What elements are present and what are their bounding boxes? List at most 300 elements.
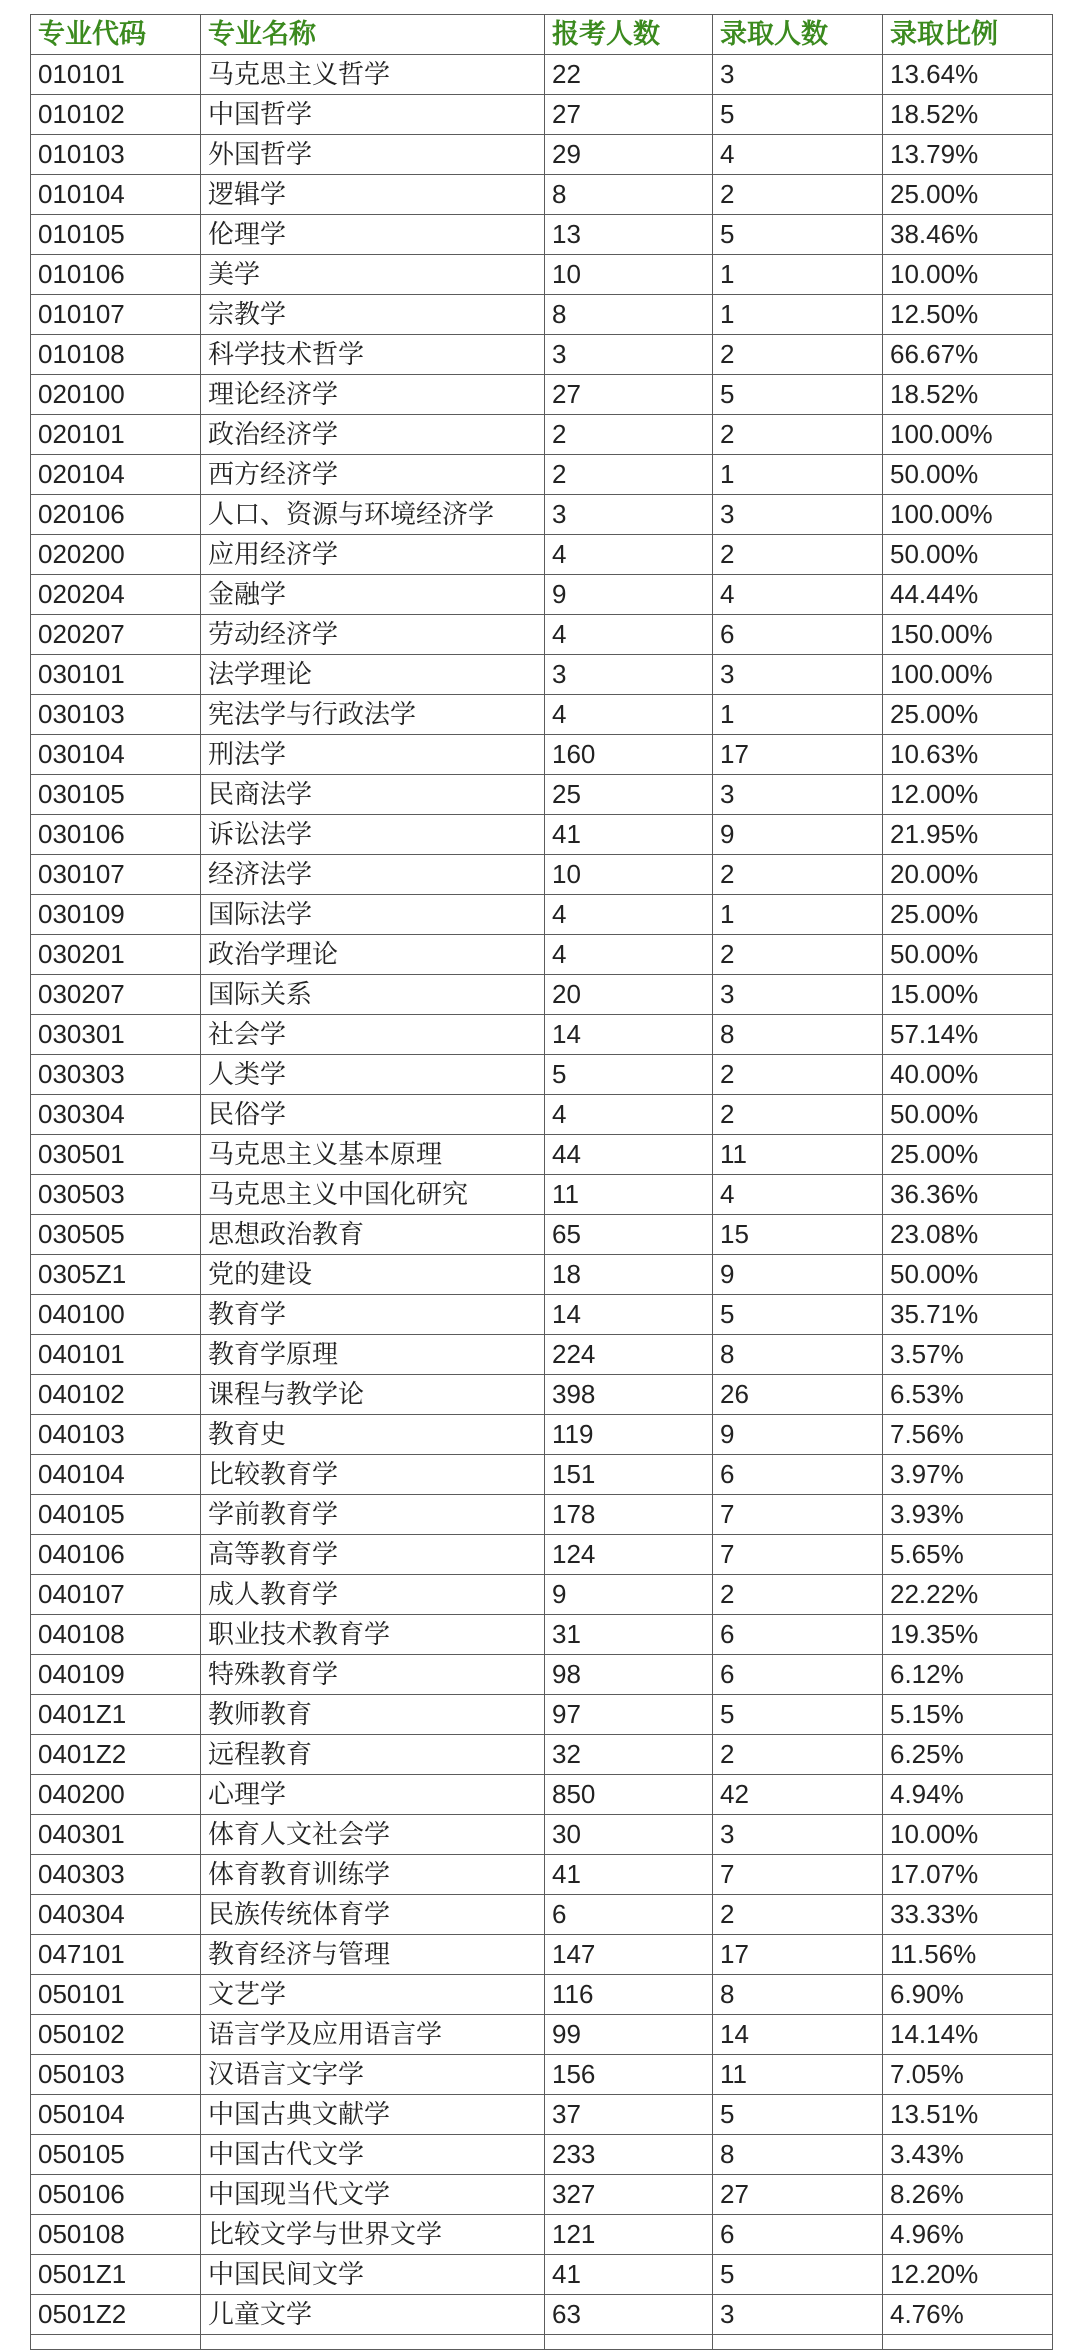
- major-code-cell: 020100: [31, 375, 201, 415]
- ratio-cell: 13.79%: [883, 135, 1053, 175]
- applicants-cell: 327: [545, 2175, 713, 2215]
- ratio-cell: 6.12%: [883, 1655, 1053, 1695]
- major-code-cell: 030107: [31, 855, 201, 895]
- major-name-cell: 国际法学: [201, 895, 545, 935]
- major-code-cell: 020106: [31, 495, 201, 535]
- admitted-cell: 8: [713, 1335, 883, 1375]
- admitted-cell: 3: [713, 55, 883, 95]
- major-code-cell: 040107: [31, 1575, 201, 1615]
- ratio-cell: 25.00%: [883, 895, 1053, 935]
- applicants-cell: 4: [545, 695, 713, 735]
- header-major-code: 专业代码: [31, 15, 201, 55]
- admitted-cell: 3: [713, 655, 883, 695]
- table-row: [31, 695, 1053, 735]
- applicants-cell: 3: [545, 655, 713, 695]
- applicants-cell: 116: [545, 1975, 713, 2015]
- ratio-cell: 25.00%: [883, 175, 1053, 215]
- applicants-cell: 97: [545, 1695, 713, 1735]
- major-code-cell: 010107: [31, 295, 201, 335]
- major-code-cell: 050105: [31, 2135, 201, 2175]
- major-name-cell: 体育教育训练学: [201, 1855, 545, 1895]
- table-row: [31, 1335, 1053, 1375]
- table-row: [31, 295, 1053, 335]
- admitted-cell: 26: [713, 1375, 883, 1415]
- table-row: [31, 935, 1053, 975]
- admitted-cell: 3: [713, 975, 883, 1015]
- ratio-cell: 22.22%: [883, 1575, 1053, 1615]
- major-code-cell: 040101: [31, 1335, 201, 1375]
- applicants-cell: 398: [545, 1375, 713, 1415]
- ratio-cell: 12.00%: [883, 775, 1053, 815]
- admitted-cell: 11: [713, 2055, 883, 2095]
- applicants-cell: 233: [545, 2135, 713, 2175]
- major-name-cell: 科学技术哲学: [201, 335, 545, 375]
- major-name-cell: 人类学: [201, 1055, 545, 1095]
- major-name-cell: 职业技术教育学: [201, 1615, 545, 1655]
- ratio-cell: 44.44%: [883, 575, 1053, 615]
- ratio-cell: 7.05%: [883, 2055, 1053, 2095]
- ratio-cell: 4.96%: [883, 2215, 1053, 2255]
- major-name-cell: 诉讼法学: [201, 815, 545, 855]
- admitted-cell: 5: [713, 1695, 883, 1735]
- major-name-cell: 美学: [201, 255, 545, 295]
- major-name-cell: 教师教育: [201, 1695, 545, 1735]
- table-row: [31, 135, 1053, 175]
- major-name-cell: 课程与教学论: [201, 1375, 545, 1415]
- major-name-cell: 学前教育学: [201, 1495, 545, 1535]
- major-code-cell: 010106: [31, 255, 201, 295]
- major-code-cell: 050101: [31, 1975, 201, 2015]
- major-code-cell: 0501Z2: [31, 2295, 201, 2335]
- admitted-cell: 2: [713, 1055, 883, 1095]
- admitted-cell: 7: [713, 1855, 883, 1895]
- ratio-cell: 25.00%: [883, 1135, 1053, 1175]
- major-name-cell: 理论经济学: [201, 375, 545, 415]
- admitted-cell: 1: [713, 455, 883, 495]
- applicants-cell: 224: [545, 1335, 713, 1375]
- table-row: [31, 735, 1053, 775]
- table-row: [31, 615, 1053, 655]
- table-row: [31, 1935, 1053, 1975]
- empty-cell: [31, 2335, 201, 2350]
- applicants-cell: 63: [545, 2295, 713, 2335]
- table-row: [31, 415, 1053, 455]
- applicants-cell: 4: [545, 615, 713, 655]
- major-name-cell: 法学理论: [201, 655, 545, 695]
- table-row: [31, 2255, 1053, 2295]
- ratio-cell: 3.93%: [883, 1495, 1053, 1535]
- major-code-cell: 050108: [31, 2215, 201, 2255]
- major-name-cell: 汉语言文字学: [201, 2055, 545, 2095]
- admitted-cell: 6: [713, 1655, 883, 1695]
- admitted-cell: 2: [713, 1575, 883, 1615]
- ratio-cell: 150.00%: [883, 615, 1053, 655]
- ratio-cell: 57.14%: [883, 1015, 1053, 1055]
- admitted-cell: 2: [713, 415, 883, 455]
- applicants-cell: 41: [545, 815, 713, 855]
- major-name-cell: 中国哲学: [201, 95, 545, 135]
- applicants-cell: 31: [545, 1615, 713, 1655]
- major-name-cell: 文艺学: [201, 1975, 545, 2015]
- table-row: [31, 1095, 1053, 1135]
- applicants-cell: 30: [545, 1815, 713, 1855]
- major-name-cell: 教育学原理: [201, 1335, 545, 1375]
- major-code-cell: 030103: [31, 695, 201, 735]
- applicants-cell: 119: [545, 1415, 713, 1455]
- admitted-cell: 2: [713, 535, 883, 575]
- ratio-cell: 10.63%: [883, 735, 1053, 775]
- admitted-cell: 9: [713, 1415, 883, 1455]
- admitted-cell: 6: [713, 1455, 883, 1495]
- admissions-table-container: [30, 14, 1052, 2350]
- ratio-cell: 50.00%: [883, 455, 1053, 495]
- ratio-cell: 5.65%: [883, 1535, 1053, 1575]
- applicants-cell: 11: [545, 1175, 713, 1215]
- table-row: [31, 215, 1053, 255]
- table-row: [31, 95, 1053, 135]
- major-name-cell: 宗教学: [201, 295, 545, 335]
- applicants-cell: 8: [545, 175, 713, 215]
- admitted-cell: 2: [713, 1895, 883, 1935]
- major-code-cell: 030301: [31, 1015, 201, 1055]
- applicants-cell: 9: [545, 1575, 713, 1615]
- ratio-cell: 4.76%: [883, 2295, 1053, 2335]
- table-row: [31, 1495, 1053, 1535]
- table-row: [31, 655, 1053, 695]
- applicants-cell: 2: [545, 455, 713, 495]
- admitted-cell: 8: [713, 1015, 883, 1055]
- major-name-cell: 高等教育学: [201, 1535, 545, 1575]
- major-code-cell: 040303: [31, 1855, 201, 1895]
- table-row: [31, 1855, 1053, 1895]
- ratio-cell: 12.50%: [883, 295, 1053, 335]
- major-code-cell: 050102: [31, 2015, 201, 2055]
- admitted-cell: 15: [713, 1215, 883, 1255]
- applicants-cell: 9: [545, 575, 713, 615]
- admitted-cell: 27: [713, 2175, 883, 2215]
- table-row: [31, 1535, 1053, 1575]
- admitted-cell: 3: [713, 495, 883, 535]
- admitted-cell: 8: [713, 2135, 883, 2175]
- major-name-cell: 政治学理论: [201, 935, 545, 975]
- major-name-cell: 宪法学与行政法学: [201, 695, 545, 735]
- empty-cell: [201, 2335, 545, 2350]
- ratio-cell: 15.00%: [883, 975, 1053, 1015]
- major-code-cell: 0501Z1: [31, 2255, 201, 2295]
- table-row: [31, 55, 1053, 95]
- ratio-cell: 6.90%: [883, 1975, 1053, 2015]
- major-code-cell: 040106: [31, 1535, 201, 1575]
- empty-cell: [545, 2335, 713, 2350]
- table-row: [31, 1135, 1053, 1175]
- empty-cell: [713, 2335, 883, 2350]
- major-name-cell: 比较教育学: [201, 1455, 545, 1495]
- major-name-cell: 刑法学: [201, 735, 545, 775]
- major-code-cell: 040100: [31, 1295, 201, 1335]
- applicants-cell: 4: [545, 935, 713, 975]
- major-code-cell: 010102: [31, 95, 201, 135]
- major-name-cell: 人口、资源与环境经济学: [201, 495, 545, 535]
- applicants-cell: 8: [545, 295, 713, 335]
- applicants-cell: 32: [545, 1735, 713, 1775]
- admitted-cell: 5: [713, 215, 883, 255]
- admitted-cell: 2: [713, 855, 883, 895]
- applicants-cell: 29: [545, 135, 713, 175]
- ratio-cell: 7.56%: [883, 1415, 1053, 1455]
- major-code-cell: 0305Z1: [31, 1255, 201, 1295]
- major-code-cell: 020204: [31, 575, 201, 615]
- ratio-cell: 50.00%: [883, 1095, 1053, 1135]
- ratio-cell: 66.67%: [883, 335, 1053, 375]
- admitted-cell: 6: [713, 615, 883, 655]
- table-row: [31, 2015, 1053, 2055]
- ratio-cell: 6.25%: [883, 1735, 1053, 1775]
- major-name-cell: 应用经济学: [201, 535, 545, 575]
- major-code-cell: 050104: [31, 2095, 201, 2135]
- major-code-cell: 030101: [31, 655, 201, 695]
- admitted-cell: 5: [713, 1295, 883, 1335]
- major-name-cell: 比较文学与世界文学: [201, 2215, 545, 2255]
- major-code-cell: 020200: [31, 535, 201, 575]
- admitted-cell: 4: [713, 1175, 883, 1215]
- admitted-cell: 17: [713, 735, 883, 775]
- major-name-cell: 中国民间文学: [201, 2255, 545, 2295]
- admitted-cell: 5: [713, 95, 883, 135]
- table-row: [31, 1415, 1053, 1455]
- major-name-cell: 教育学: [201, 1295, 545, 1335]
- admitted-cell: 5: [713, 2095, 883, 2135]
- table-row: [31, 815, 1053, 855]
- admitted-cell: 2: [713, 335, 883, 375]
- major-code-cell: 030104: [31, 735, 201, 775]
- ratio-cell: 4.94%: [883, 1775, 1053, 1815]
- table-row: [31, 1815, 1053, 1855]
- admitted-cell: 8: [713, 1975, 883, 2015]
- admitted-cell: 9: [713, 815, 883, 855]
- admitted-cell: 9: [713, 1255, 883, 1295]
- table-header-row: [31, 15, 1053, 55]
- major-name-cell: 心理学: [201, 1775, 545, 1815]
- major-name-cell: 语言学及应用语言学: [201, 2015, 545, 2055]
- admitted-cell: 1: [713, 295, 883, 335]
- ratio-cell: 19.35%: [883, 1615, 1053, 1655]
- admitted-cell: 17: [713, 1935, 883, 1975]
- major-name-cell: 金融学: [201, 575, 545, 615]
- applicants-cell: 121: [545, 2215, 713, 2255]
- major-code-cell: 020104: [31, 455, 201, 495]
- major-code-cell: 010105: [31, 215, 201, 255]
- major-code-cell: 040304: [31, 1895, 201, 1935]
- major-code-cell: 030303: [31, 1055, 201, 1095]
- major-code-cell: 050103: [31, 2055, 201, 2095]
- applicants-cell: 5: [545, 1055, 713, 1095]
- major-code-cell: 030105: [31, 775, 201, 815]
- table-row: [31, 255, 1053, 295]
- table-row: [31, 1455, 1053, 1495]
- table-row: [31, 1255, 1053, 1295]
- table-row: [31, 855, 1053, 895]
- applicants-cell: 27: [545, 95, 713, 135]
- header-major-name: 专业名称: [201, 15, 545, 55]
- applicants-cell: 3: [545, 495, 713, 535]
- table-row: [31, 535, 1053, 575]
- ratio-cell: 18.52%: [883, 375, 1053, 415]
- ratio-cell: 3.57%: [883, 1335, 1053, 1375]
- header-admission-ratio: 录取比例: [883, 15, 1053, 55]
- major-name-cell: 马克思主义基本原理: [201, 1135, 545, 1175]
- major-name-cell: 民俗学: [201, 1095, 545, 1135]
- admitted-cell: 2: [713, 935, 883, 975]
- ratio-cell: 5.15%: [883, 1695, 1053, 1735]
- ratio-cell: 100.00%: [883, 415, 1053, 455]
- applicants-cell: 151: [545, 1455, 713, 1495]
- major-code-cell: 040301: [31, 1815, 201, 1855]
- major-name-cell: 儿童文学: [201, 2295, 545, 2335]
- table-row: [31, 1295, 1053, 1335]
- major-name-cell: 劳动经济学: [201, 615, 545, 655]
- table-row-cutoff: [31, 2335, 1053, 2350]
- ratio-cell: 10.00%: [883, 1815, 1053, 1855]
- applicants-cell: 178: [545, 1495, 713, 1535]
- table-row: [31, 575, 1053, 615]
- major-code-cell: 030201: [31, 935, 201, 975]
- admitted-cell: 2: [713, 1095, 883, 1135]
- applicants-cell: 18: [545, 1255, 713, 1295]
- ratio-cell: 23.08%: [883, 1215, 1053, 1255]
- major-name-cell: 西方经济学: [201, 455, 545, 495]
- applicants-cell: 13: [545, 215, 713, 255]
- applicants-cell: 4: [545, 535, 713, 575]
- table-row: [31, 455, 1053, 495]
- ratio-cell: 14.14%: [883, 2015, 1053, 2055]
- major-code-cell: 010103: [31, 135, 201, 175]
- major-name-cell: 马克思主义中国化研究: [201, 1175, 545, 1215]
- applicants-cell: 10: [545, 855, 713, 895]
- major-code-cell: 030503: [31, 1175, 201, 1215]
- major-code-cell: 030501: [31, 1135, 201, 1175]
- applicants-cell: 41: [545, 2255, 713, 2295]
- ratio-cell: 6.53%: [883, 1375, 1053, 1415]
- ratio-cell: 50.00%: [883, 935, 1053, 975]
- ratio-cell: 25.00%: [883, 695, 1053, 735]
- applicants-cell: 10: [545, 255, 713, 295]
- major-code-cell: 040109: [31, 1655, 201, 1695]
- major-name-cell: 马克思主义哲学: [201, 55, 545, 95]
- admitted-cell: 5: [713, 375, 883, 415]
- major-name-cell: 党的建设: [201, 1255, 545, 1295]
- major-name-cell: 社会学: [201, 1015, 545, 1055]
- applicants-cell: 65: [545, 1215, 713, 1255]
- applicants-cell: 98: [545, 1655, 713, 1695]
- admitted-cell: 1: [713, 255, 883, 295]
- table-row: [31, 775, 1053, 815]
- ratio-cell: 38.46%: [883, 215, 1053, 255]
- major-code-cell: 030109: [31, 895, 201, 935]
- major-code-cell: 010101: [31, 55, 201, 95]
- ratio-cell: 18.52%: [883, 95, 1053, 135]
- applicants-cell: 44: [545, 1135, 713, 1175]
- table-row: [31, 2095, 1053, 2135]
- major-code-cell: 010108: [31, 335, 201, 375]
- admitted-cell: 2: [713, 1735, 883, 1775]
- applicants-cell: 99: [545, 2015, 713, 2055]
- table-row: [31, 1975, 1053, 2015]
- table-row: [31, 495, 1053, 535]
- header-applicants: 报考人数: [545, 15, 713, 55]
- applicants-cell: 25: [545, 775, 713, 815]
- ratio-cell: 17.07%: [883, 1855, 1053, 1895]
- table-row: [31, 2295, 1053, 2335]
- major-name-cell: 教育经济与管理: [201, 1935, 545, 1975]
- table-row: [31, 1695, 1053, 1735]
- table-row: [31, 1735, 1053, 1775]
- admitted-cell: 1: [713, 895, 883, 935]
- table-row: [31, 2215, 1053, 2255]
- ratio-cell: 50.00%: [883, 535, 1053, 575]
- admitted-cell: 2: [713, 175, 883, 215]
- major-code-cell: 040104: [31, 1455, 201, 1495]
- major-name-cell: 政治经济学: [201, 415, 545, 455]
- applicants-cell: 147: [545, 1935, 713, 1975]
- major-name-cell: 思想政治教育: [201, 1215, 545, 1255]
- major-code-cell: 0401Z2: [31, 1735, 201, 1775]
- major-name-cell: 逻辑学: [201, 175, 545, 215]
- applicants-cell: 160: [545, 735, 713, 775]
- table-row: [31, 1575, 1053, 1615]
- table-row: [31, 1055, 1053, 1095]
- major-name-cell: 中国古典文献学: [201, 2095, 545, 2135]
- applicants-cell: 850: [545, 1775, 713, 1815]
- table-row: [31, 1175, 1053, 1215]
- table-row: [31, 1615, 1053, 1655]
- table-row: [31, 1215, 1053, 1255]
- ratio-cell: 3.43%: [883, 2135, 1053, 2175]
- major-name-cell: 国际关系: [201, 975, 545, 1015]
- table-row: [31, 175, 1053, 215]
- admitted-cell: 6: [713, 1615, 883, 1655]
- table-row: [31, 895, 1053, 935]
- major-code-cell: 030207: [31, 975, 201, 1015]
- ratio-cell: 8.26%: [883, 2175, 1053, 2215]
- major-name-cell: 成人教育学: [201, 1575, 545, 1615]
- major-code-cell: 020207: [31, 615, 201, 655]
- major-code-cell: 010104: [31, 175, 201, 215]
- applicants-cell: 3: [545, 335, 713, 375]
- applicants-cell: 6: [545, 1895, 713, 1935]
- major-code-cell: 030505: [31, 1215, 201, 1255]
- table-row: [31, 1655, 1053, 1695]
- applicants-cell: 2: [545, 415, 713, 455]
- admitted-cell: 4: [713, 135, 883, 175]
- major-name-cell: 中国现当代文学: [201, 2175, 545, 2215]
- major-code-cell: 020101: [31, 415, 201, 455]
- major-name-cell: 体育人文社会学: [201, 1815, 545, 1855]
- applicants-cell: 124: [545, 1535, 713, 1575]
- major-name-cell: 外国哲学: [201, 135, 545, 175]
- major-code-cell: 030304: [31, 1095, 201, 1135]
- applicants-cell: 14: [545, 1015, 713, 1055]
- table-row: [31, 1015, 1053, 1055]
- major-name-cell: 远程教育: [201, 1735, 545, 1775]
- ratio-cell: 40.00%: [883, 1055, 1053, 1095]
- major-name-cell: 民商法学: [201, 775, 545, 815]
- ratio-cell: 3.97%: [883, 1455, 1053, 1495]
- major-code-cell: 040108: [31, 1615, 201, 1655]
- admitted-cell: 7: [713, 1535, 883, 1575]
- major-name-cell: 伦理学: [201, 215, 545, 255]
- applicants-cell: 41: [545, 1855, 713, 1895]
- ratio-cell: 21.95%: [883, 815, 1053, 855]
